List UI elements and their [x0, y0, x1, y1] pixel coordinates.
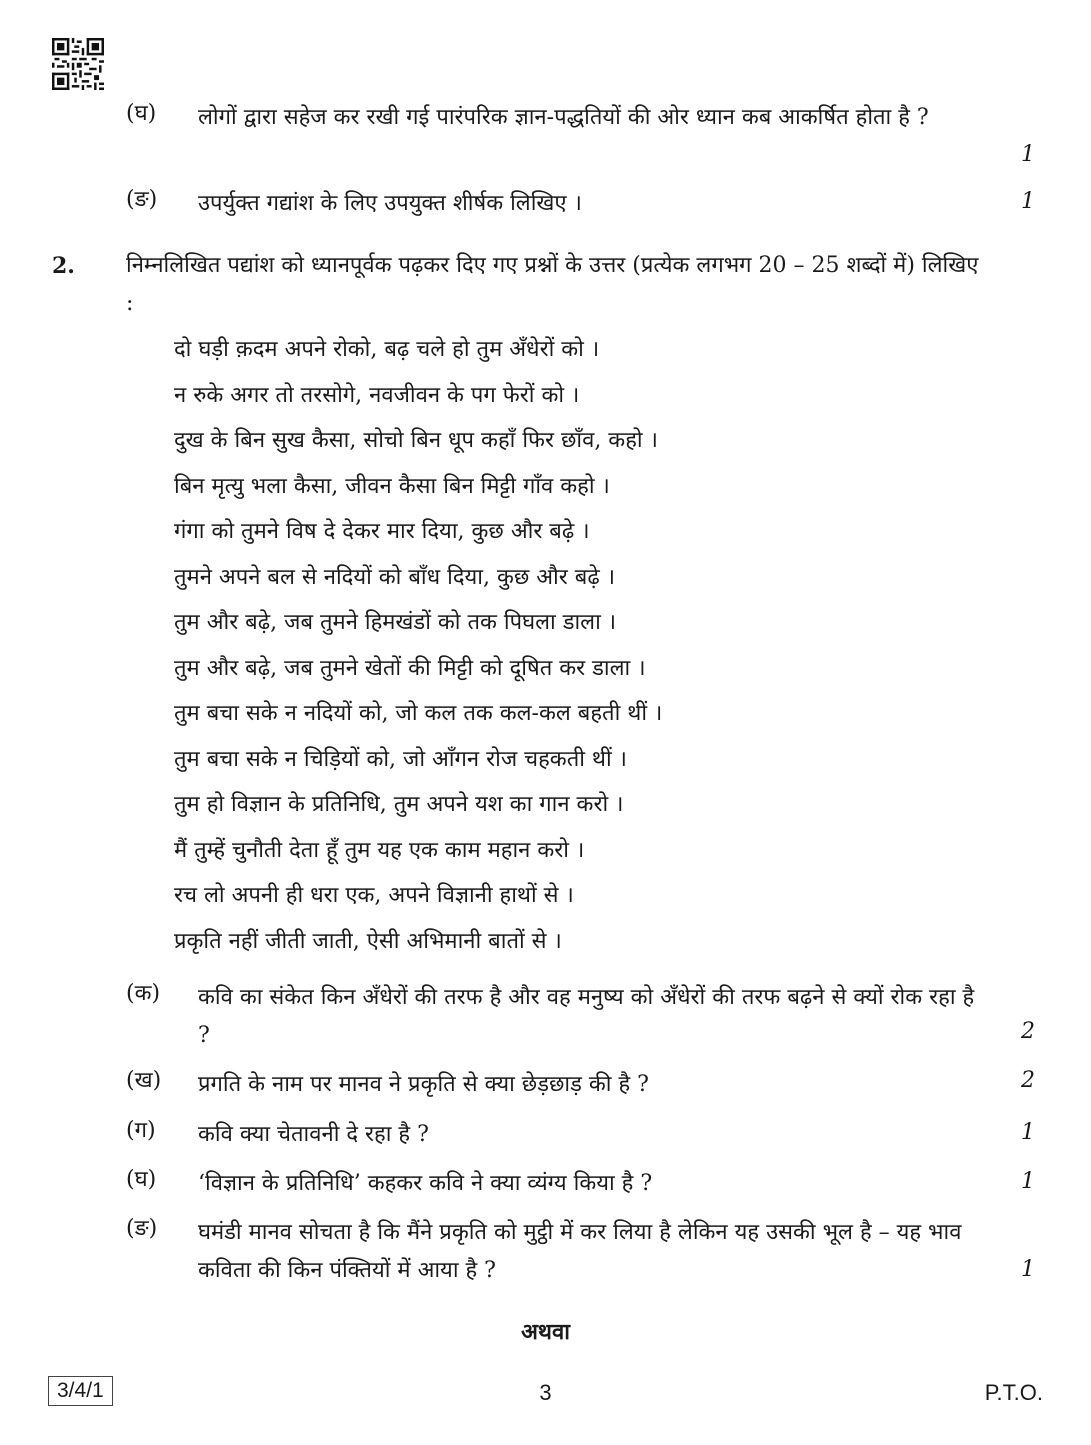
sub-question-text: कवि का संकेत किन अँधेरों की तरफ है और वह मनुष्य को अँधेरों की तरफ बढ़ने से क्यों रोक रहा है ? [198, 985, 975, 1048]
sub-question-label: (ख) [126, 1068, 162, 1093]
question-instruction: निम्नलिखित पद्यांश को ध्यानपूर्वक पढ़कर दिए गए प्रश्नों के उत्तर (प्रत्येक लगभग 20 – 25 शब्दों में) लिखिए : [126, 253, 979, 316]
poem-line: दुख के बिन सुख कैसा, सोचो बिन धूप कहाँ फिर छाँव, कहो । [174, 428, 658, 453]
sub-question-gha-prev [0, 99, 1091, 167]
sub-question-label: (ग) [126, 1118, 156, 1143]
marks: 2 [1021, 1019, 1035, 1044]
please-turn-over: P.T.O. [984, 1380, 1043, 1405]
sub-question-label: (ङ) [126, 1216, 158, 1241]
marks: 1 [1021, 189, 1035, 214]
poem-line: बिन मृत्यु भला कैसा, जीवन कैसा बिन मिट्टी गाँव कहो । [174, 473, 610, 499]
poem-line: मैं तुम्हें चुनौती देता हूँ तुम यह एक काम महान करो । [174, 837, 585, 863]
sub-question-label: (घ) [126, 1167, 157, 1192]
question-number: 2. [52, 253, 75, 279]
poem-line: गंगा को तुमने विष दे देकर मार दिया, कुछ और बढ़े । [174, 519, 590, 544]
sub-question-label: (क) [126, 981, 161, 1006]
marks: 1 [1021, 142, 1035, 167]
page-number: 3 [539, 1380, 552, 1405]
sub-question-nga [0, 1214, 1091, 1283]
sub-question-text: कवि क्या चेतावनी दे रहा है ? [198, 1122, 429, 1147]
poem-line: तुम और बढ़े, जब तुमने हिमखंडों को तक पिघला डाला । [174, 610, 617, 635]
poem-line: तुम और बढ़े, जब तुमने खेतों की मिट्टी को दूषित कर डाला । [174, 655, 646, 681]
poem-line: रच लो अपनी ही धरा एक, अपने विज्ञानी हाथों से । [174, 883, 574, 908]
sub-question-text: प्रगति के नाम पर मानव ने प्रकृति से क्या छेड़छाड़ की है ? [198, 1072, 649, 1097]
marks: 1 [1021, 1257, 1035, 1282]
sub-question-text: घमंडी मानव सोचता है कि मैंने प्रकृति को मुट्ठी में कर लिया है लेकिन यह उसकी भूल है – यह भाव कविता की किन पंक्तियों में आया है ? [198, 1220, 962, 1283]
marks: 2 [1021, 1068, 1035, 1093]
sub-question-label: (ङ) [126, 187, 158, 212]
sub-question-ka [0, 979, 1091, 1048]
marks: 1 [1021, 1120, 1035, 1145]
sub-question-nga-prev [0, 185, 1091, 245]
poem-line: तुम बचा सके न नदियों को, जो कल तक कल-कल बहती थीं । [174, 701, 663, 726]
poem-line: न रुके अगर तो तरसोगे, नवजीवन के पग फेरों को । [174, 382, 580, 408]
paper-code: 3/4/1 [48, 1376, 113, 1406]
sub-question-text: लोगों द्वारा सहेज कर रखी गई पारंपरिक ज्ञान-पद्धतियों की ओर ध्यान कब आकर्षित होता है ? [198, 105, 929, 130]
poem-stanza [174, 327, 662, 964]
qr-code-icon [52, 38, 104, 90]
poem-line: तुम हो विज्ञान के प्रतिनिधि, तुम अपने यश का गान करो । [174, 792, 624, 817]
poem-line: प्रकृति नहीं जीती जाती, ऐसी अभिमानी बातों से । [174, 928, 562, 954]
poem-line: दो घड़ी क़दम अपने रोको, बढ़ चले हो तुम अँधेरों को । [174, 337, 600, 362]
poem-line: तुमने अपने बल से नदियों को बाँध दिया, कुछ और बढ़े । [174, 564, 616, 590]
sub-question-label: (घ) [126, 101, 157, 126]
poem-line: तुम बचा सके न चिड़ियों को, जो आँगन रोज चहकती थीं । [174, 746, 628, 772]
sub-question-text: उपर्युक्त गद्यांश के लिए उपयुक्त शीर्षक लिखिए । [198, 191, 582, 216]
sub-question-text: ‘विज्ञान के प्रतिनिधि’ कहकर कवि ने क्या व्यंग्य किया है ? [198, 1171, 653, 1196]
marks: 1 [1021, 1169, 1035, 1194]
or-separator: अथवा [521, 1319, 570, 1345]
